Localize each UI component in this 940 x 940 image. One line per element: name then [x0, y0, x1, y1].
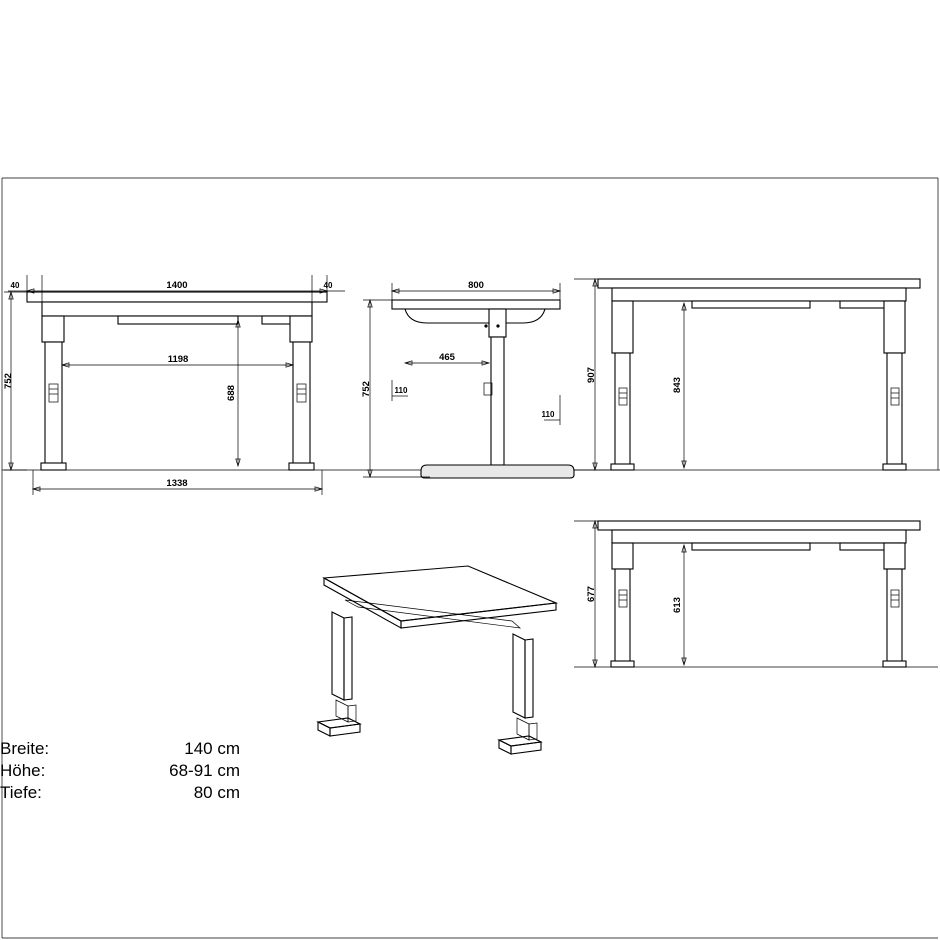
dim-front-frame-height: 688 — [226, 385, 237, 401]
dim-front-width-total: 1400 — [166, 280, 188, 291]
spec-value-breite: 140 cm — [184, 739, 240, 758]
specification-table — [0, 738, 240, 804]
spec-row-breite — [0, 738, 240, 760]
dim-raised-frame-height: 843 — [672, 377, 683, 393]
dim-front-foot-span: 1338 — [166, 478, 188, 489]
spec-row-hoehe — [0, 760, 240, 782]
dim-side-depth: 800 — [468, 280, 484, 291]
raised-position-elevation — [574, 279, 920, 470]
spec-label-breite: Breite: — [0, 739, 50, 758]
dim-lowered-frame-height: 613 — [672, 597, 683, 613]
dim-raised-total-height: 907 — [586, 367, 597, 383]
lowered-position-elevation — [574, 521, 938, 667]
spec-label-tiefe: Tiefe: — [0, 783, 42, 802]
dim-front-height-left: 752 — [3, 373, 14, 389]
dim-front-overhang-left: 40 — [10, 281, 20, 290]
dim-side-inset-left: 110 — [394, 386, 408, 395]
side-elevation — [361, 280, 574, 478]
perspective-view — [318, 566, 556, 754]
dim-side-beam-span: 465 — [439, 352, 455, 363]
dim-front-frame-width: 1198 — [167, 354, 189, 365]
dim-front-overhang-right: 40 — [323, 281, 333, 290]
spec-label-hoehe: Höhe: — [0, 761, 46, 780]
dim-side-height: 752 — [361, 381, 372, 397]
dim-side-inset-right: 110 — [541, 410, 555, 419]
spec-row-tiefe — [0, 782, 240, 804]
spec-value-hoehe: 68-91 cm — [169, 761, 240, 780]
dim-lowered-total-height: 677 — [586, 586, 597, 602]
spec-value-tiefe: 80 cm — [193, 783, 240, 802]
